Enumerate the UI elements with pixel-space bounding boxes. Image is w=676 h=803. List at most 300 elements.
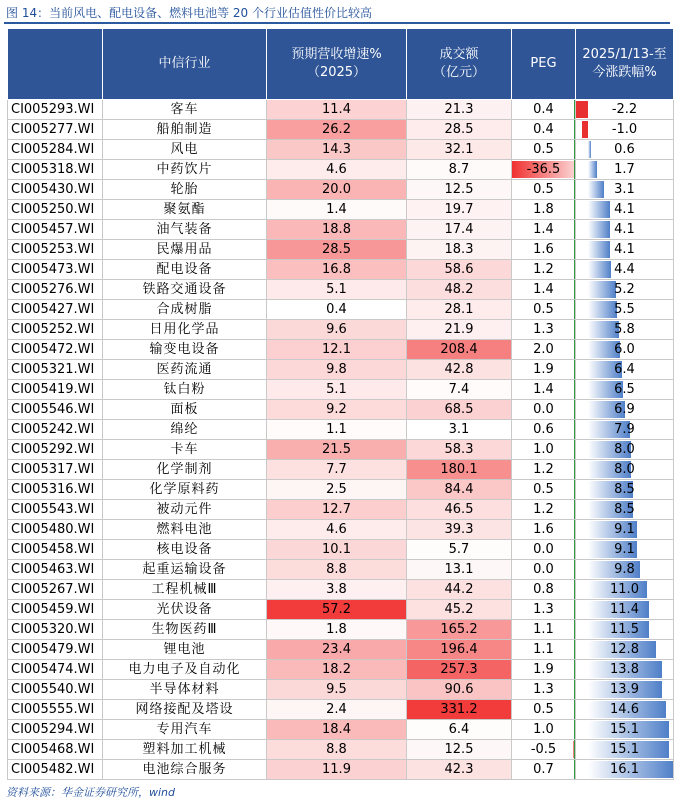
peg-value: 0.4 [533,102,554,117]
cell-industry-name: 合成树脂 [103,300,267,320]
table-row [8,460,674,480]
cell-growth: 1.4 [267,200,407,220]
cell-change [576,120,674,140]
cell-peg [512,720,576,740]
cell-industry-name: 日用化学品 [103,320,267,340]
cell-industry-name: 中药饮片 [103,160,267,180]
cell-code: CI005242.WI [8,420,103,440]
table-body [8,100,674,780]
cell-industry-name: 面板 [103,400,267,420]
table-row [8,140,674,160]
cell-industry-name: 输变电设备 [103,340,267,360]
change-value: 11.5 [610,622,639,637]
table-row [8,560,674,580]
table-row [8,760,674,780]
peg-value: 2.0 [533,342,554,357]
cell-turnover: 90.6 [407,680,512,700]
cell-code: CI005473.WI [8,260,103,280]
change-value: 11.4 [610,602,639,617]
cell-turnover: 58.6 [407,260,512,280]
cell-change [576,340,674,360]
peg-value: 1.2 [533,462,554,477]
peg-value: 1.0 [533,722,554,737]
change-value: 13.8 [610,662,639,677]
change-value: -1.0 [611,122,638,137]
change-value: 5.2 [614,282,635,297]
peg-value: 1.6 [533,242,554,257]
peg-value: 1.9 [533,362,554,377]
cell-growth: 12.7 [267,500,407,520]
cell-peg [512,640,576,660]
change-value: 5.5 [614,302,635,317]
cell-peg [512,300,576,320]
change-value: 4.1 [614,222,635,237]
table-row [8,240,674,260]
cell-turnover: 48.2 [407,280,512,300]
cell-peg [512,160,576,180]
cell-turnover: 7.4 [407,380,512,400]
cell-peg [512,260,576,280]
cell-growth: 7.7 [267,460,407,480]
cell-code: CI005543.WI [8,500,103,520]
change-value: 16.1 [610,762,639,777]
cell-peg [512,460,576,480]
cell-growth: 8.8 [267,560,407,580]
peg-value: 1.4 [533,282,554,297]
cell-change [576,520,674,540]
source-note: 资料来源：华金证券研究所，wind [6,786,176,799]
cell-growth: 1.1 [267,420,407,440]
cell-industry-name: 轮胎 [103,180,267,200]
cell-growth: 12.1 [267,340,407,360]
change-positive-bar [588,221,610,238]
cell-change [576,140,674,160]
peg-value: 0.5 [533,482,554,497]
change-value: 9.1 [614,522,635,537]
table-header-row [8,29,674,100]
cell-change [576,420,674,440]
cell-change [576,480,674,500]
cell-change [576,180,674,200]
cell-change [576,360,674,380]
figure-title: 图 14：当前风电、配电设备、燃料电池等 20 个行业估值性价比较高 [6,6,372,20]
change-value: 3.1 [614,182,635,197]
peg-value: 1.6 [533,522,554,537]
change-value: 8.5 [614,502,635,517]
cell-change [576,540,674,560]
cell-peg [512,180,576,200]
peg-value: 0.5 [533,182,554,197]
change-value: 4.1 [614,202,635,217]
cell-change [576,440,674,460]
table-row [8,440,674,460]
peg-value: 0.0 [533,402,554,417]
cell-change [576,240,674,260]
cell-industry-name: 电力电子及自动化 [103,660,267,680]
cell-turnover: 19.7 [407,200,512,220]
cell-turnover: 44.2 [407,580,512,600]
cell-industry-name: 燃料电池 [103,520,267,540]
change-value: 9.1 [614,542,635,557]
cell-turnover: 165.2 [407,620,512,640]
cell-industry-name: 工程机械Ⅲ [103,580,267,600]
cell-code: CI005457.WI [8,220,103,240]
cell-code: CI005480.WI [8,520,103,540]
cell-growth: 11.9 [267,760,407,780]
cell-growth: 9.5 [267,680,407,700]
cell-code: CI005316.WI [8,480,103,500]
change-value: 12.8 [610,642,639,657]
change-positive-bar [588,241,610,258]
change-positive-bar [588,181,605,198]
cell-code: CI005555.WI [8,700,103,720]
table-row [8,400,674,420]
cell-industry-name: 民爆用品 [103,240,267,260]
change-value: 7.9 [614,422,635,437]
cell-code: CI005320.WI [8,620,103,640]
change-positive-bar [588,261,612,278]
cell-growth: 5.1 [267,280,407,300]
cell-industry-name: 绵纶 [103,420,267,440]
cell-code: CI005472.WI [8,340,103,360]
cell-growth: 18.8 [267,220,407,240]
table-row [8,600,674,620]
cell-industry-name: 锂电池 [103,640,267,660]
cell-code: CI005284.WI [8,140,103,160]
change-positive-bar [588,201,610,218]
cell-turnover: 28.5 [407,120,512,140]
table-row [8,220,674,240]
cell-peg [512,100,576,120]
table-row [8,580,674,600]
cell-change [576,380,674,400]
cell-change [576,400,674,420]
change-value: 5.8 [614,322,635,337]
cell-growth: 10.1 [267,540,407,560]
cell-code: CI005546.WI [8,400,103,420]
cell-change [576,500,674,520]
change-value: 15.1 [610,742,639,757]
cell-growth: 4.6 [267,160,407,180]
cell-growth: 20.0 [267,180,407,200]
cell-turnover: 28.1 [407,300,512,320]
cell-peg [512,220,576,240]
cell-turnover: 208.4 [407,340,512,360]
peg-value: 0.7 [533,762,554,777]
table-row [8,500,674,520]
cell-change [576,720,674,740]
cell-industry-name: 铁路交通设备 [103,280,267,300]
cell-growth: 16.8 [267,260,407,280]
cell-peg [512,420,576,440]
cell-industry-name: 钛白粉 [103,380,267,400]
cell-change [576,600,674,620]
cell-growth: 9.6 [267,320,407,340]
cell-turnover: 46.5 [407,500,512,520]
cell-code: CI005318.WI [8,160,103,180]
cell-industry-name: 核电设备 [103,540,267,560]
peg-value: 1.2 [533,262,554,277]
cell-industry-name: 配电设备 [103,260,267,280]
cell-growth: 21.5 [267,440,407,460]
title-rule [4,22,670,24]
cell-peg [512,360,576,380]
cell-turnover: 18.3 [407,240,512,260]
cell-change [576,740,674,760]
cell-peg [512,540,576,560]
cell-turnover: 196.4 [407,640,512,660]
cell-code: CI005267.WI [8,580,103,600]
cell-growth: 14.3 [267,140,407,160]
cell-industry-name: 电池综合服务 [103,760,267,780]
cell-growth: 9.8 [267,360,407,380]
cell-industry-name: 聚氨酯 [103,200,267,220]
cell-peg [512,280,576,300]
peg-value: -36.5 [526,162,561,177]
cell-code: CI005430.WI [8,180,103,200]
header-peg: PEG [512,29,576,100]
cell-change [576,700,674,720]
cell-growth: 28.5 [267,240,407,260]
cell-peg [512,140,576,160]
cell-turnover: 58.3 [407,440,512,460]
table-row [8,540,674,560]
cell-industry-name: 油气装备 [103,220,267,240]
cell-turnover: 13.1 [407,560,512,580]
cell-turnover: 32.1 [407,140,512,160]
change-value: 8.5 [614,482,635,497]
cell-growth: 18.4 [267,720,407,740]
cell-code: CI005474.WI [8,660,103,680]
cell-change [576,620,674,640]
table-row [8,120,674,140]
change-negative-bar [576,101,588,118]
cell-industry-name: 医药流通 [103,360,267,380]
table-row [8,180,674,200]
cell-code: CI005321.WI [8,360,103,380]
cell-turnover: 257.3 [407,660,512,680]
cell-industry-name: 网络接配及塔设 [103,700,267,720]
cell-peg [512,740,576,760]
cell-industry-name: 半导体材料 [103,680,267,700]
change-value: 6.5 [614,382,635,397]
cell-turnover: 42.8 [407,360,512,380]
cell-change [576,640,674,660]
change-value: 9.8 [614,562,635,577]
cell-code: CI005482.WI [8,760,103,780]
table-row [8,280,674,300]
cell-change [576,220,674,240]
peg-value: 1.2 [533,502,554,517]
cell-industry-name: 化学原料药 [103,480,267,500]
cell-peg [512,700,576,720]
cell-turnover: 21.9 [407,320,512,340]
cell-code: CI005479.WI [8,640,103,660]
peg-value: 1.9 [533,662,554,677]
table-row [8,680,674,700]
change-value: 14.6 [610,702,639,717]
cell-code: CI005317.WI [8,460,103,480]
change-positive-bar [588,301,617,318]
table-row [8,100,674,120]
cell-growth: 3.8 [267,580,407,600]
cell-growth: 2.5 [267,480,407,500]
table-row [8,660,674,680]
cell-code: CI005277.WI [8,120,103,140]
table-row [8,160,674,180]
change-value: 6.4 [614,362,635,377]
change-value: 8.0 [614,442,635,457]
cell-peg [512,240,576,260]
cell-industry-name: 光伏设备 [103,600,267,620]
cell-change [576,660,674,680]
cell-code: CI005253.WI [8,240,103,260]
cell-growth: 0.4 [267,300,407,320]
peg-value: 0.5 [533,142,554,157]
cell-growth: 4.6 [267,520,407,540]
cell-code: CI005540.WI [8,680,103,700]
cell-turnover: 180.1 [407,460,512,480]
cell-turnover: 5.7 [407,540,512,560]
table-row [8,360,674,380]
cell-turnover: 42.3 [407,760,512,780]
change-value: 13.9 [610,682,639,697]
change-value: -2.2 [611,102,638,117]
peg-value: 0.0 [533,542,554,557]
peg-value: 0.8 [533,582,554,597]
cell-growth: 18.2 [267,660,407,680]
cell-growth: 2.4 [267,700,407,720]
peg-value: 0.6 [533,422,554,437]
cell-code: CI005292.WI [8,440,103,460]
change-value: 6.0 [614,342,635,357]
table-row [8,300,674,320]
cell-change [576,160,674,180]
cell-industry-name: 起重运输设备 [103,560,267,580]
cell-industry-name: 风电 [103,140,267,160]
cell-growth: 1.8 [267,620,407,640]
header-turnover: 成交额 （亿元） [407,29,512,100]
cell-peg [512,500,576,520]
table-row [8,320,674,340]
cell-peg [512,200,576,220]
header-change: 2025/1/13-至 今涨跌幅% [576,29,674,100]
cell-growth: 5.1 [267,380,407,400]
cell-peg [512,340,576,360]
peg-value: 1.3 [533,602,554,617]
cell-growth: 23.4 [267,640,407,660]
cell-code: CI005276.WI [8,280,103,300]
cell-industry-name: 塑料加工机械 [103,740,267,760]
peg-value: 0.0 [533,562,554,577]
cell-industry-name: 卡车 [103,440,267,460]
cell-turnover: 8.7 [407,160,512,180]
peg-value: 0.5 [533,302,554,317]
cell-change [576,580,674,600]
cell-turnover: 12.5 [407,180,512,200]
cell-industry-name: 客车 [103,100,267,120]
cell-industry-name: 被动元件 [103,500,267,520]
cell-code: CI005463.WI [8,560,103,580]
cell-growth: 57.2 [267,600,407,620]
cell-turnover: 12.5 [407,740,512,760]
table-row [8,380,674,400]
cell-growth: 8.8 [267,740,407,760]
cell-code: CI005427.WI [8,300,103,320]
change-positive-bar [588,141,591,158]
cell-peg [512,520,576,540]
cell-change [576,300,674,320]
cell-industry-name: 专用汽车 [103,720,267,740]
cell-turnover: 84.4 [407,480,512,500]
cell-code: CI005458.WI [8,540,103,560]
table-row [8,640,674,660]
cell-growth: 9.2 [267,400,407,420]
cell-peg [512,400,576,420]
cell-growth: 26.2 [267,120,407,140]
cell-change [576,260,674,280]
cell-growth: 11.4 [267,100,407,120]
peg-value: 1.8 [533,202,554,217]
cell-peg [512,620,576,640]
change-value: 8.0 [614,462,635,477]
industry-table [7,28,674,780]
table-row [8,720,674,740]
table-row [8,700,674,720]
change-value: 11.0 [610,582,639,597]
cell-peg [512,480,576,500]
cell-change [576,680,674,700]
cell-turnover: 21.3 [407,100,512,120]
table-row [8,740,674,760]
change-positive-bar [588,161,597,178]
cell-turnover: 3.1 [407,420,512,440]
header-code [8,29,103,100]
cell-change [576,280,674,300]
cell-peg [512,660,576,680]
cell-industry-name: 生物医药Ⅲ [103,620,267,640]
cell-change [576,460,674,480]
cell-change [576,200,674,220]
peg-value: 1.3 [533,322,554,337]
cell-peg [512,680,576,700]
table-row [8,340,674,360]
table-row [8,200,674,220]
change-negative-bar [582,121,587,138]
table-row [8,520,674,540]
change-value: 1.7 [614,162,635,177]
cell-change [576,560,674,580]
cell-peg [512,380,576,400]
cell-peg [512,120,576,140]
peg-value: 1.0 [533,442,554,457]
cell-peg [512,760,576,780]
change-value: 0.6 [614,142,635,157]
header-industry: 中信行业 [103,29,267,100]
peg-value: -0.5 [530,742,557,757]
peg-value: 1.4 [533,222,554,237]
cell-turnover: 331.2 [407,700,512,720]
cell-code: CI005250.WI [8,200,103,220]
change-positive-bar [588,281,616,298]
change-value: 6.9 [614,402,635,417]
cell-turnover: 68.5 [407,400,512,420]
cell-industry-name: 化学制剂 [103,460,267,480]
cell-peg [512,320,576,340]
cell-turnover: 17.4 [407,220,512,240]
table-row [8,420,674,440]
cell-code: CI005252.WI [8,320,103,340]
